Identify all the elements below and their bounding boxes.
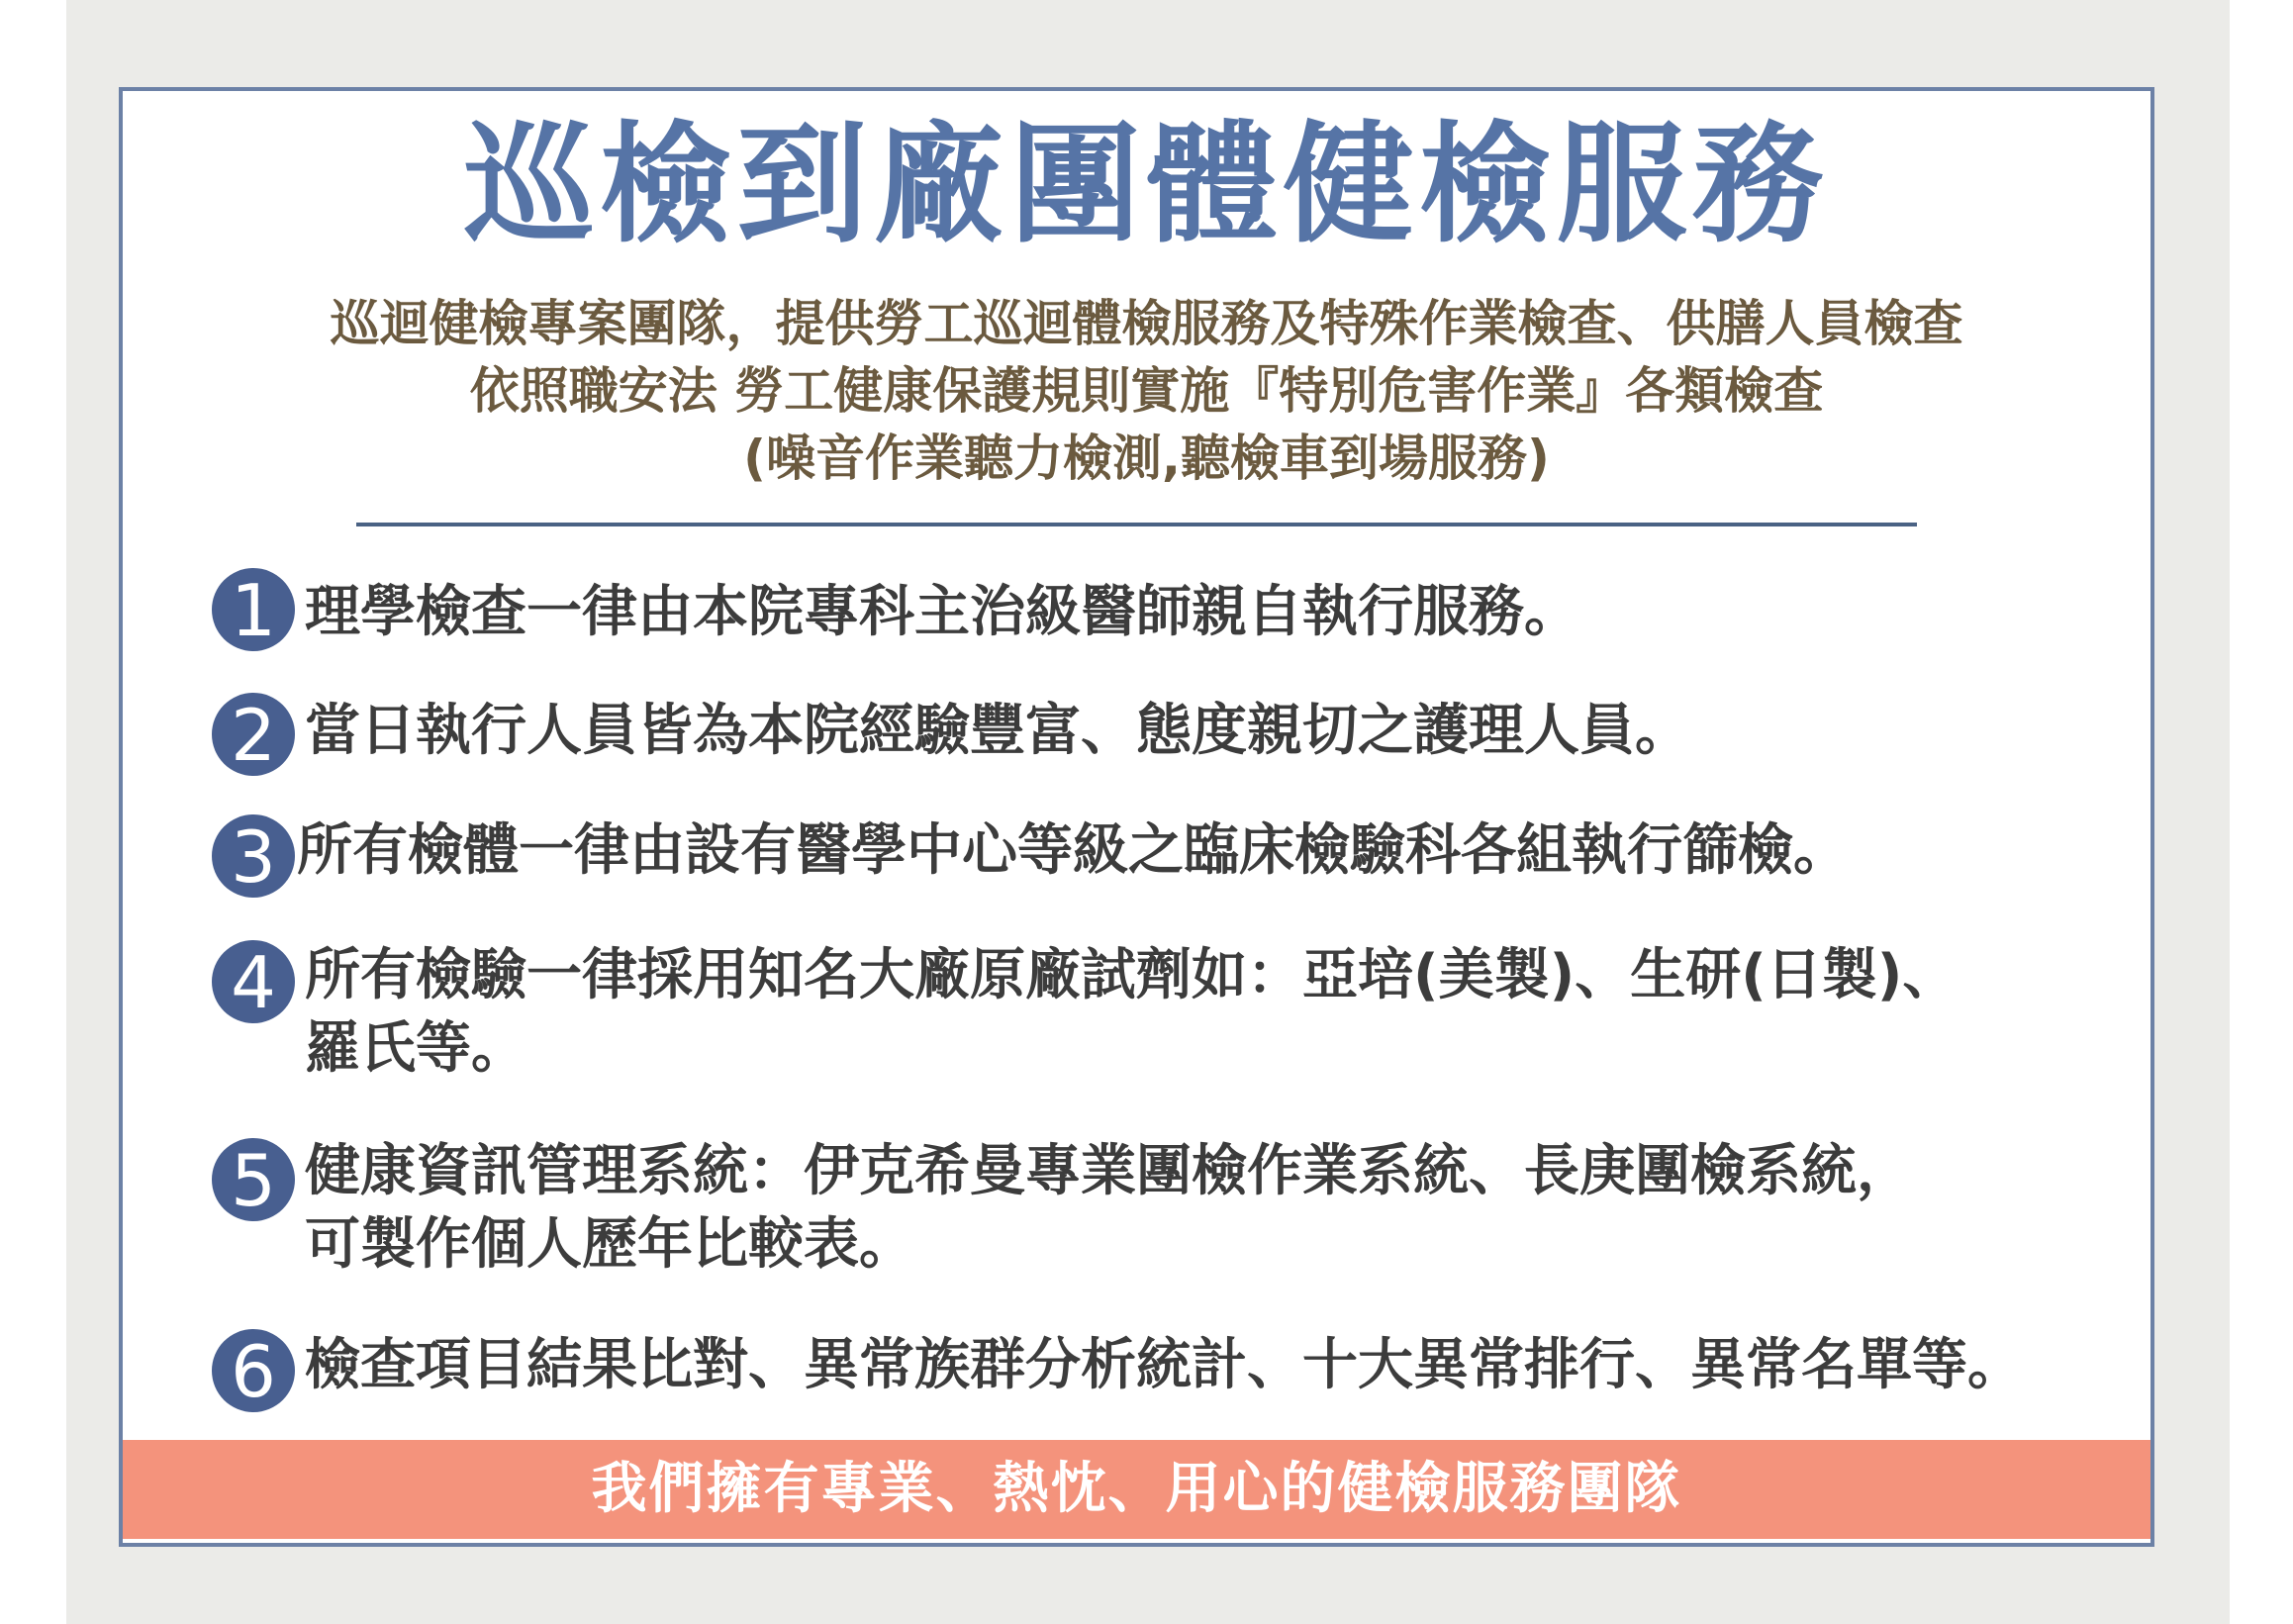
footer-text: 我們擁有專業、熱忱、用心的健檢服務團隊: [591, 1457, 1682, 1521]
subtitle-line-1: 巡迴健檢專案團隊，提供勞工巡迴體檢服務及特殊作業檢查、供膳人員檢查: [330, 295, 1963, 352]
item-6-text: 檢查項目結果比對、異常族群分析統計、十大異常排行、異常名單等。: [305, 1333, 2023, 1397]
subtitle-line-2: 依照職安法 勞工健康保護規則實施『特別危害作業』各類檢查: [469, 362, 1824, 420]
item-5-text-line-2: 可製作個人歷年比較表。: [305, 1212, 914, 1277]
page-title: 巡檢到廠團體健檢服務: [463, 109, 1830, 261]
item-1-text: 理學檢查一律由本院專科主治級醫師親自執行服務。: [305, 580, 1579, 644]
item-4-text-line-2: 羅氏等。: [305, 1016, 526, 1081]
item-number-1-badge: 1: [212, 568, 295, 651]
subtitle-line-3: (噪音作業聽力檢測,聽檢車到場服務): [743, 430, 1550, 487]
item-4-text-line-1: 所有檢驗一律採用知名大廠原廠試劑如：亞培(美製)、生研(日製)、: [305, 943, 1959, 1007]
item-number-3-badge: 3: [212, 814, 295, 898]
item-number-4-badge: 4: [212, 940, 295, 1023]
item-number-6-badge: 6: [212, 1329, 295, 1412]
item-number-2-badge: 2: [212, 693, 295, 776]
item-2-text: 當日執行人員皆為本院經驗豐富、態度親切之護理人員。: [305, 699, 1690, 763]
item-number-5-badge: 5: [212, 1138, 295, 1221]
item-3-text: 所有檢體一律由設有醫學中心等級之臨床檢驗科各組執行篩檢。: [297, 818, 1849, 883]
divider-line: [356, 523, 1917, 526]
item-5-text-line-1: 健康資訊管理系統：伊克希曼專業團檢作業系統、長庚團檢系統，: [305, 1139, 1912, 1203]
